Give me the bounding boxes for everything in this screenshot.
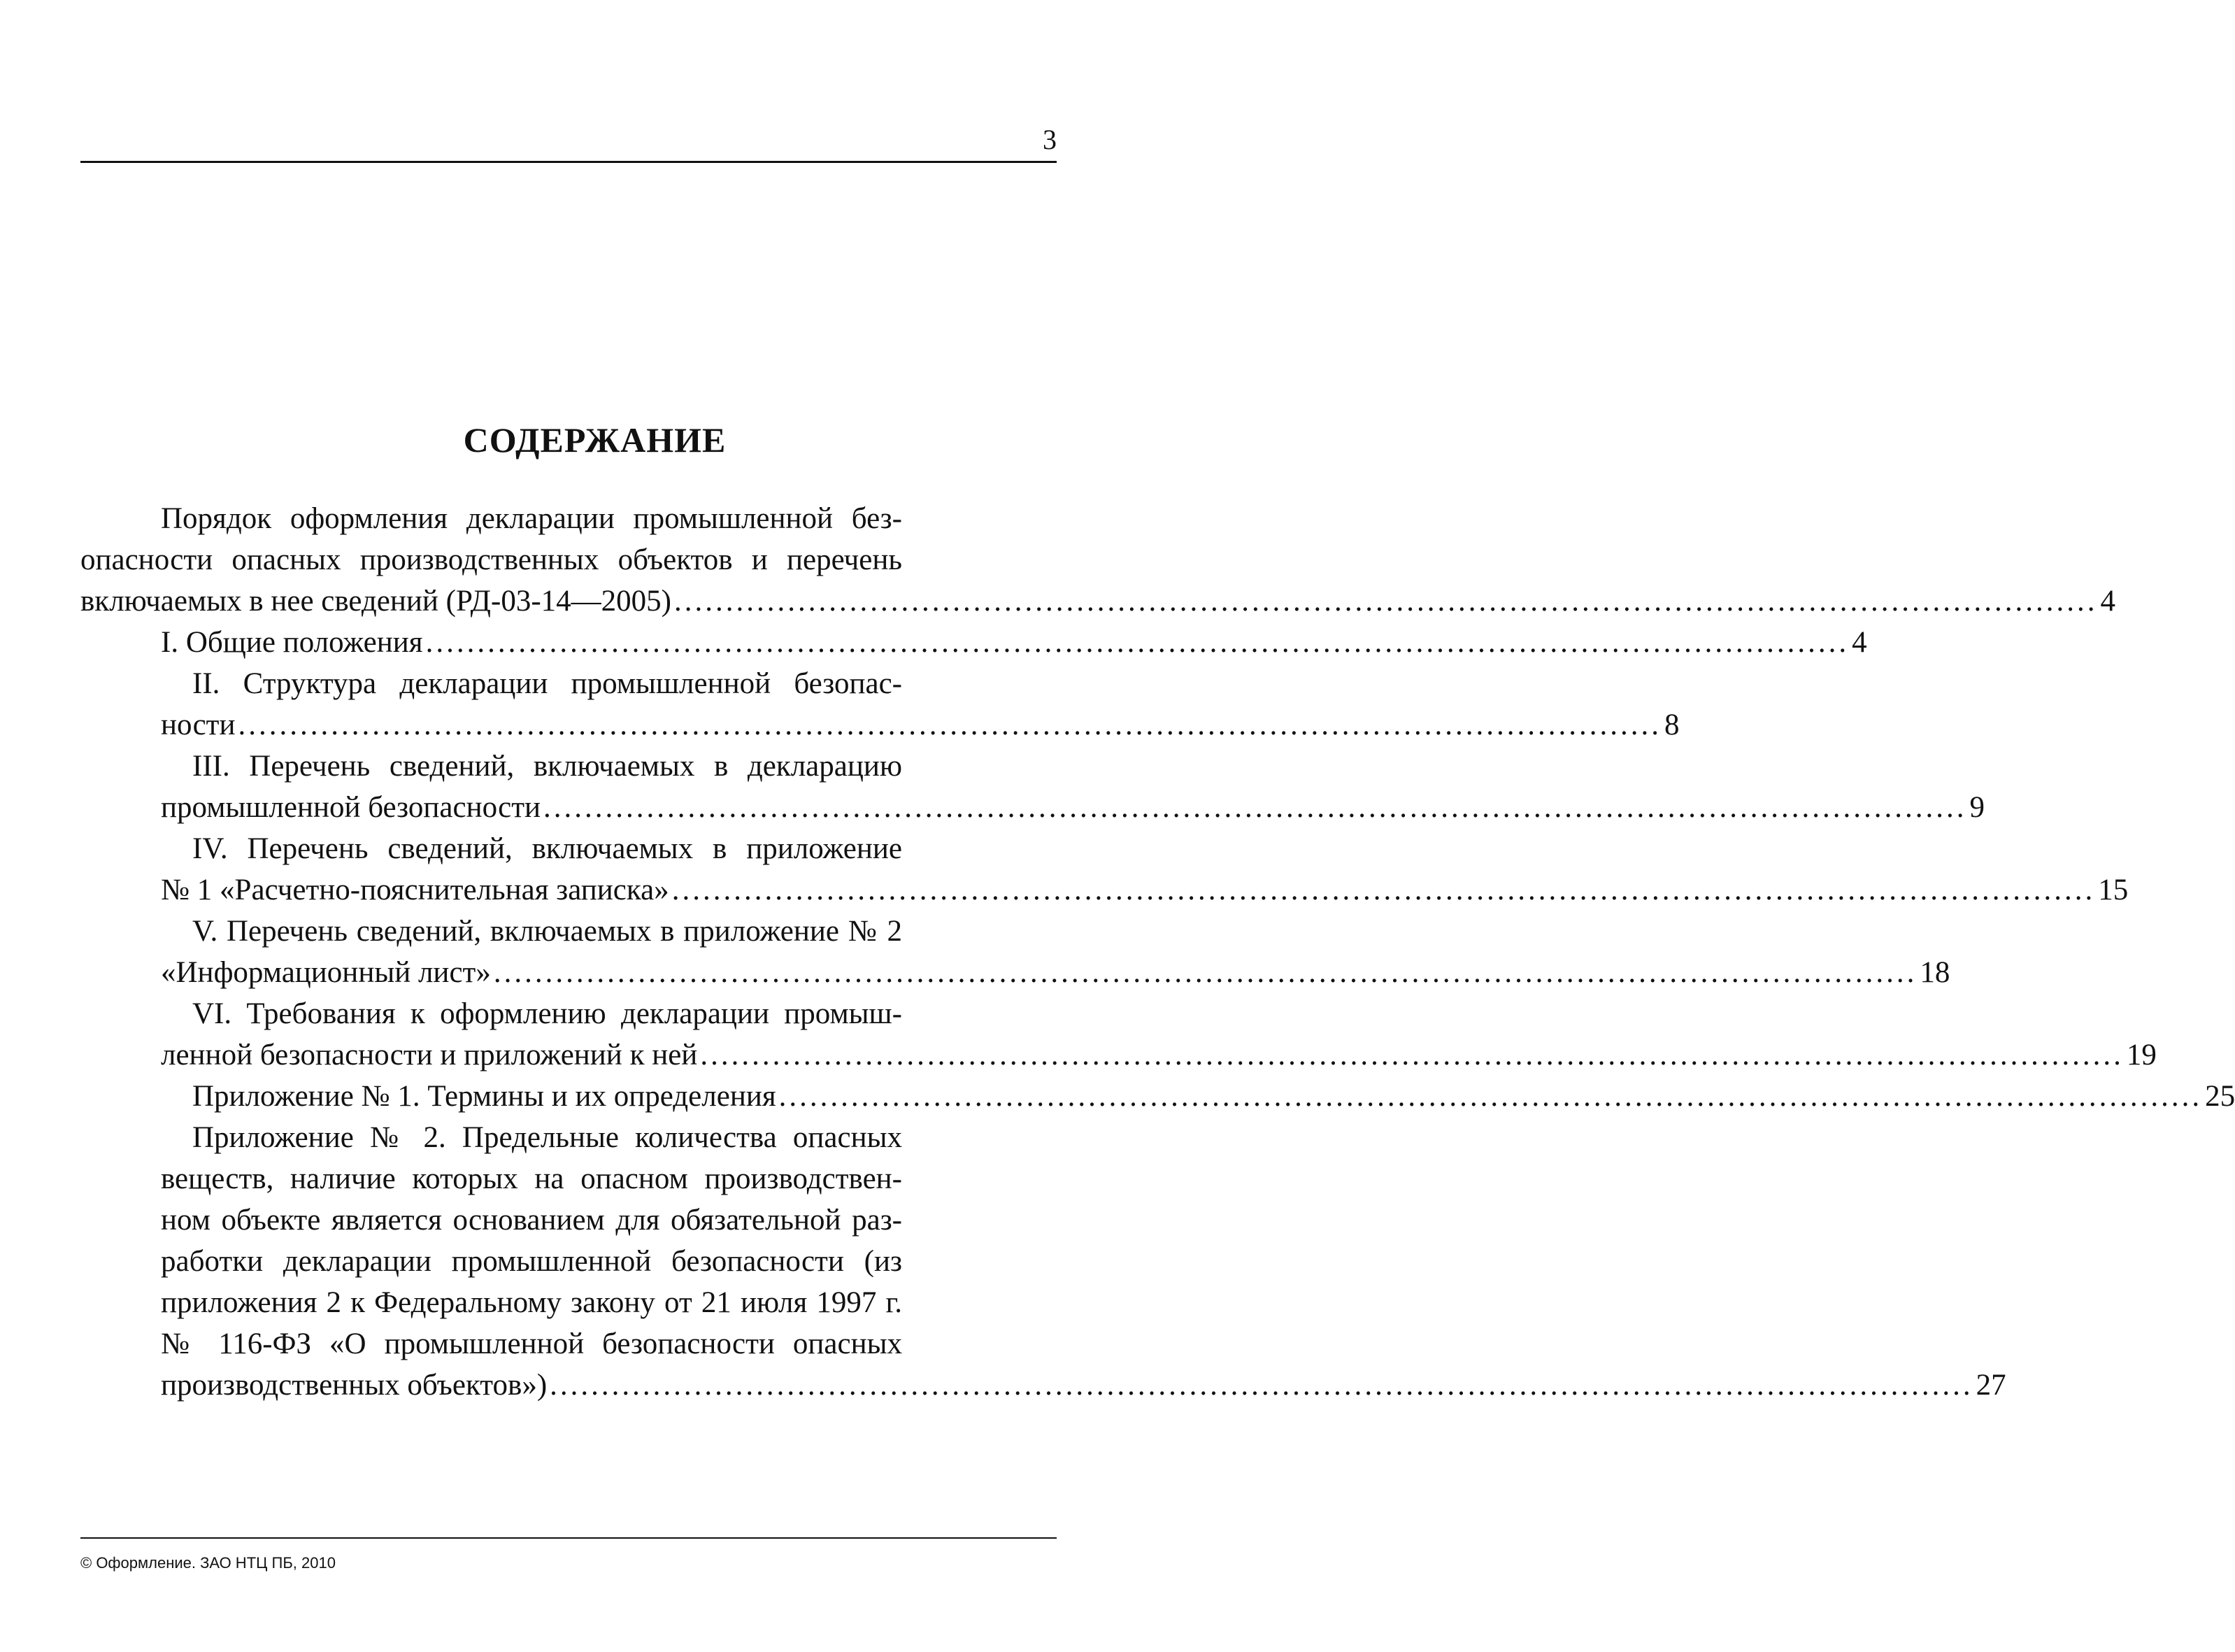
toc-line-text: I. Общие положения	[161, 626, 423, 659]
toc-entry-section-1[interactable]	[80, 622, 1867, 663]
toc-line	[80, 952, 1950, 993]
table-of-contents	[80, 498, 2235, 1406]
toc-line-text: ности	[161, 708, 236, 741]
leader-dots: ..........................................................................................................................................	[700, 1039, 2124, 1071]
toc-entry-section-4[interactable]	[80, 828, 2129, 911]
toc-entry-section-2[interactable]	[80, 663, 1680, 746]
toc-line-text: № 1 «Расчетно-пояснительная записка»	[161, 874, 669, 906]
toc-line	[80, 787, 1985, 828]
header-rule	[80, 161, 1057, 163]
toc-entry-rd[interactable]	[80, 498, 2115, 622]
page-number: 3	[1043, 124, 1057, 155]
toc-line-text: Приложение № 1. Термины и их определения	[192, 1080, 776, 1113]
toc-entry-appendix-2[interactable]	[80, 1117, 2006, 1406]
toc-line	[80, 1365, 2006, 1406]
toc-line-text: ленной безопасности и приложений к ней	[161, 1039, 698, 1071]
toc-page-number: 19	[2126, 1039, 2157, 1071]
toc-page-number: 4	[2100, 585, 2115, 618]
toc-line	[80, 622, 1867, 663]
page-title: СОДЕРЖАНИЕ	[463, 420, 727, 460]
toc-page-number: 18	[1920, 956, 1950, 989]
leader-dots: ..........................................................................................................................................	[673, 585, 2098, 618]
leader-dots: ..........................................................................................................................................	[778, 1080, 2203, 1113]
toc-entry-section-5[interactable]	[80, 911, 1950, 993]
leader-dots: ..........................................................................................................................................	[550, 1369, 1973, 1402]
leader-dots: ..........................................................................................................................................	[425, 626, 1850, 659]
toc-line: работки декларации промышленной безопасности (из	[161, 1245, 902, 1278]
toc-page-number: 27	[1976, 1369, 2006, 1402]
toc-line: приложения 2 к Федеральному закону от 21 июля 1997 г.	[161, 1286, 902, 1319]
toc-line-text: включаемых в нее сведений (РД-03-14—2005)	[80, 585, 671, 618]
toc-line-text: «Информационный лист»	[161, 956, 491, 989]
toc-entry-section-6[interactable]	[80, 993, 2157, 1076]
toc-line	[80, 581, 2115, 622]
toc-line-text: промышленной безопасности	[161, 791, 541, 824]
leader-dots: ..........................................................................................................................................	[238, 708, 1662, 741]
toc-page-number: 9	[1969, 791, 1985, 824]
toc-line: VI. Требования к оформлению декларации промыш-	[192, 997, 902, 1030]
toc-line-text: производственных объектов»)	[161, 1369, 548, 1402]
toc-line: II. Структура декларации промышленной безопас-	[192, 667, 902, 700]
toc-page-number: 25	[2205, 1080, 2235, 1113]
toc-page-number: 4	[1852, 626, 1867, 659]
copyright-notice: © Оформление. ЗАО НТЦ ПБ, 2010	[80, 1554, 336, 1572]
toc-line	[80, 869, 2129, 911]
toc-line	[80, 1076, 2235, 1117]
toc-line	[80, 1034, 2157, 1076]
toc-line: веществ, наличие которых на опасном производствен-	[161, 1162, 902, 1195]
toc-page-number: 8	[1664, 708, 1680, 741]
toc-page-number: 15	[2098, 874, 2129, 906]
toc-line: ном объекте является основанием для обязательной раз-	[161, 1204, 902, 1237]
toc-line: III. Перечень сведений, включаемых в декларацию	[192, 750, 902, 783]
footer-rule	[80, 1537, 1057, 1539]
toc-line: Порядок оформления декларации промышленной без-	[161, 502, 902, 535]
toc-entry-appendix-1[interactable]	[80, 1076, 2235, 1117]
leader-dots: ..........................................................................................................................................	[671, 874, 2096, 906]
toc-entry-section-3[interactable]	[80, 746, 1985, 828]
toc-line	[80, 704, 1680, 746]
toc-line: № 116-ФЗ «О промышленной безопасности опасных	[161, 1327, 902, 1360]
toc-line: Приложение № 2. Предельные количества опасных	[192, 1121, 902, 1154]
leader-dots: ..........................................................................................................................................	[543, 791, 1967, 824]
toc-line: V. Перечень сведений, включаемых в приложение № 2	[192, 915, 902, 948]
toc-line: IV. Перечень сведений, включаемых в приложение	[192, 832, 902, 865]
leader-dots: ..........................................................................................................................................	[493, 956, 1918, 989]
toc-line: опасности опасных производственных объектов и перечень	[80, 543, 902, 576]
